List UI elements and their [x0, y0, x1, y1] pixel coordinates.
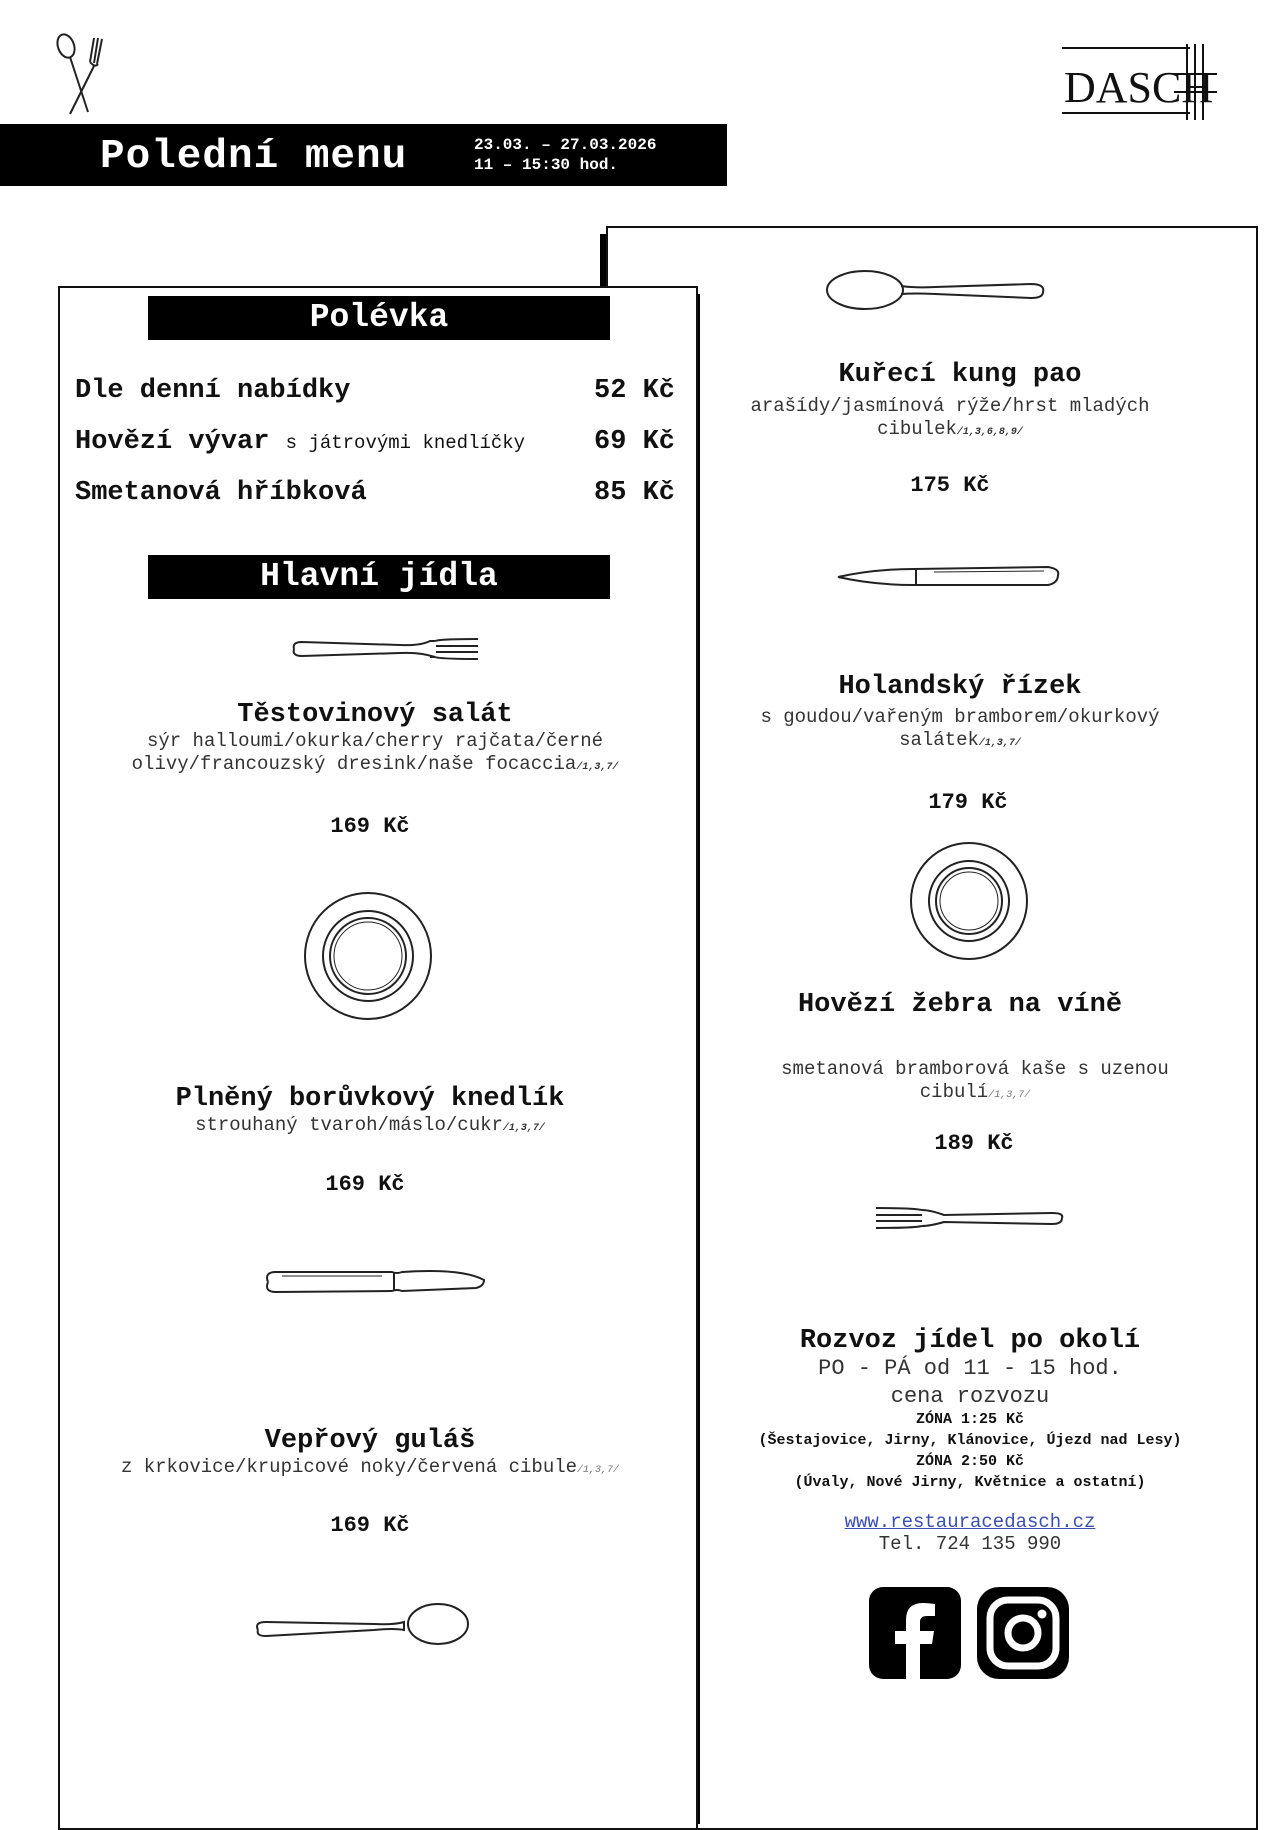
plate-icon: [908, 840, 1030, 962]
mains-heading: Hlavní jídla: [148, 555, 610, 599]
delivery-title: Rozvoz jídel po okolí: [799, 1326, 1141, 1356]
dish-description: [90, 730, 660, 779]
dish-allergens: /1,3,7/: [577, 1465, 620, 1476]
website-link[interactable]: www.restauracedasch.cz: [844, 1511, 1096, 1533]
dish-allergens: /1,3,7/: [576, 762, 619, 773]
dish-desc-text: smetanová bramborová kaše s uzenou cibulí: [781, 1058, 1169, 1103]
delivery-section: [700, 1326, 1240, 1555]
knife-icon: [262, 1262, 488, 1302]
dish-price: 169 Kč: [325, 1172, 405, 1197]
delivery-zone-2-places: (Úvaly, Nové Jirny, Květnice a ostatní): [794, 1474, 1146, 1491]
soup-item-title: Hovězí vývar: [75, 427, 270, 457]
dish-desc-text: arašídy/jasmínová rýže/hrst mladých cibulek: [750, 395, 1150, 440]
dish-price: 175 Kč: [910, 473, 990, 498]
date-range: 23.03. – 27.03.2026: [474, 136, 657, 154]
dasch-logo: [1062, 44, 1217, 120]
dish-item: [90, 1084, 650, 1140]
soup-item-name: Dle denní nabídky: [75, 376, 351, 406]
serving-hours: 11 – 15:30 hod.: [474, 156, 619, 174]
phone-number: Tel. 724 135 990: [878, 1533, 1062, 1555]
dish-allergens: /1,3,6,8,9/: [956, 427, 1023, 438]
dish-name: Těstovinový salát: [237, 700, 513, 730]
dish-name: Plněný borůvkový knedlík: [175, 1084, 565, 1114]
dish-item: [700, 990, 1220, 1020]
dish-description: [710, 395, 1190, 444]
knife-icon: [834, 561, 1062, 593]
dish-desc-block: [725, 706, 1195, 755]
delivery-days: PO - PÁ od 11 - 15 hod.: [818, 1356, 1122, 1381]
soup-item-name: Smetanová hříbková: [75, 478, 367, 508]
dish-item: [700, 672, 1220, 702]
dish-price: 169 Kč: [330, 1513, 410, 1538]
dish-desc-text: sýr halloumi/okurka/cherry rajčata/černé olivy/francouzský dresink/naše focaccia: [131, 730, 604, 775]
spoon-icon: [825, 268, 1047, 312]
dish-name: Vepřový guláš: [264, 1426, 476, 1456]
soup-item-price: 85 Kč: [594, 478, 676, 508]
left-panel: [58, 286, 698, 1830]
dish-allergens: /1,3,7/: [988, 1090, 1031, 1101]
spoon-icon: [254, 1600, 470, 1650]
plate-icon: [301, 889, 435, 1023]
page-title: Polední menu: [100, 134, 408, 180]
delivery-zone-1-places: (Šestajovice, Jirny, Klánovice, Újezd nad Lesy): [758, 1432, 1182, 1449]
soup-heading: Polévka: [148, 296, 610, 340]
dish-name: Hovězí žebra na víně: [797, 990, 1123, 1020]
delivery-price-label: cena rozvozu: [890, 1384, 1050, 1409]
fork-spoon-icon: [50, 32, 108, 116]
dish-name: Kuřecí kung pao: [838, 360, 1082, 390]
delivery-zone-2: ZÓNA 2:50 Kč: [915, 1453, 1025, 1470]
dish-price: 169 Kč: [330, 814, 410, 839]
menu-banner: [0, 124, 727, 186]
dish-description: [745, 1058, 1205, 1107]
dish-item: [700, 360, 1220, 390]
dish-description: [725, 706, 1195, 755]
dish-allergens: /1,3,7/: [502, 1123, 545, 1134]
dish-desc-text: strouhaný tvaroh/máslo/cukr: [195, 1114, 503, 1136]
dish-desc-block: [745, 1058, 1205, 1107]
dish-desc-text: s goudou/vařeným bramborem/okurkový salátek: [760, 706, 1160, 751]
soup-item-name: [75, 427, 525, 457]
dish-price: 179 Kč: [928, 790, 1008, 815]
dish-description: [90, 1114, 650, 1140]
menu-dates: [474, 135, 656, 175]
dish-description: [80, 1456, 660, 1482]
dish-desc-text: z krkovice/krupicové noky/červená cibule: [120, 1456, 578, 1478]
soup-item-desc: s játrovými knedlíčky: [285, 432, 526, 454]
dish-item: [80, 1426, 660, 1482]
dish-item: [90, 700, 660, 779]
soup-item-price: 52 Kč: [594, 376, 676, 406]
fork-icon: [874, 1202, 1066, 1234]
instagram-icon[interactable]: [976, 1586, 1070, 1680]
dish-desc-block: [710, 395, 1190, 444]
dish-allergens: /1,3,7/: [978, 738, 1021, 749]
dish-price: 189 Kč: [934, 1131, 1014, 1156]
dish-name: Holandský řízek: [838, 672, 1082, 702]
logo-text: DASCH: [1064, 63, 1214, 112]
facebook-icon[interactable]: [868, 1586, 962, 1680]
soup-item-price: 69 Kč: [594, 427, 676, 457]
fork-icon: [290, 632, 480, 666]
delivery-zone-1: ZÓNA 1:25 Kč: [915, 1411, 1025, 1428]
